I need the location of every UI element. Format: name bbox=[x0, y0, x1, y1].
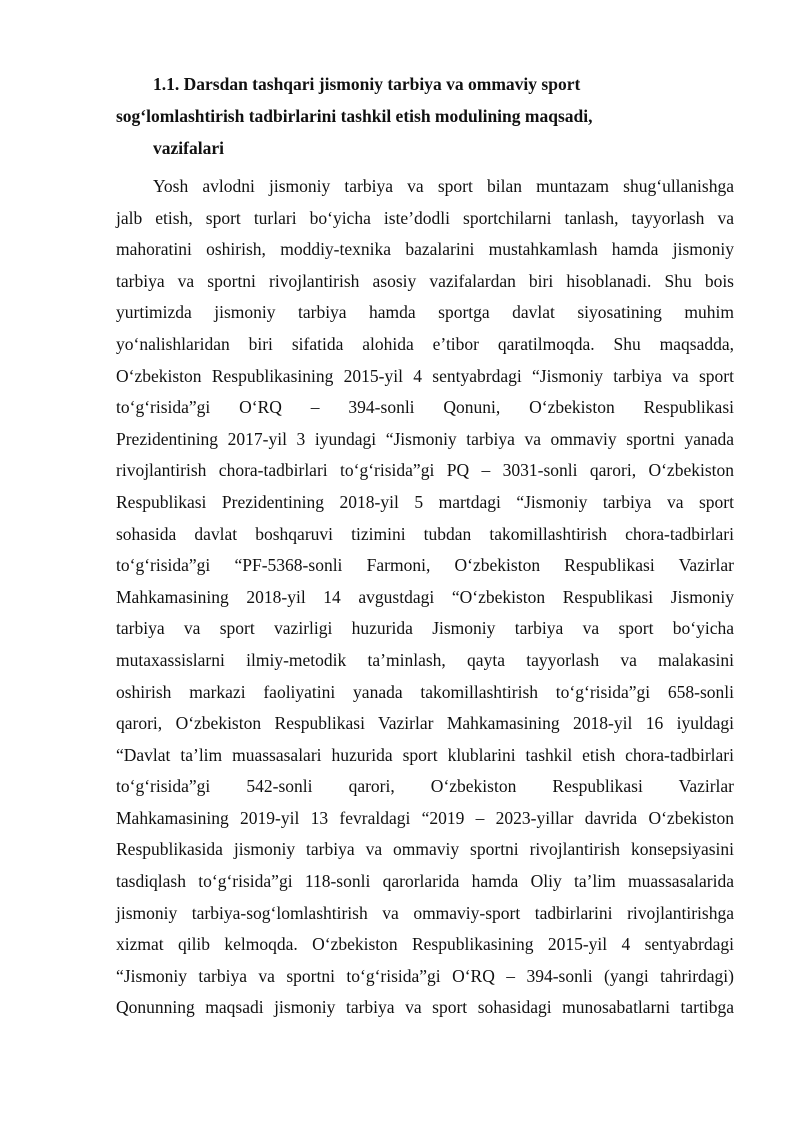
paragraph-line: tarbiya va sportni rivojlantirish asosiy vazifalardan biri hisoblanadi. Shu bois bbox=[116, 270, 734, 291]
paragraph-line: “Jismoniy tarbiya va sportni to‘g‘risida”gi O‘RQ – 394-sonli (yangi tahrirdagi) bbox=[116, 965, 734, 986]
paragraph-line: Respublikasida jismoniy tarbiya va ommaviy sportni rivojlantirish konsepsiyasini bbox=[116, 839, 734, 860]
paragraph-line: mahoratini oshirish, moddiy-texnika bazalarini mustahkamlash hamda jismoniy bbox=[116, 239, 734, 260]
paragraph-line: Qonunning maqsadi jismoniy tarbiya va sport sohasidagi munosabatlarni tartibga bbox=[116, 997, 734, 1018]
heading-line: sog‘lomlashtirish tadbirlarini tashkil etish modulining maqsadi, bbox=[116, 106, 593, 126]
paragraph-line: Yosh avlodni jismoniy tarbiya va sport bilan muntazam shug‘ullanishga bbox=[153, 176, 734, 196]
paragraph-line: sohasida davlat boshqaruvi tizimini tubdan takomillashtirish chora-tadbirlari bbox=[116, 523, 734, 544]
paragraph-line: Mahkamasining 2019-yil 13 fevraldagi “2019 – 2023-yillar davrida O‘zbekiston bbox=[116, 807, 734, 828]
paragraph-line: “Davlat ta’lim muassasalari huzurida sport klublarini tashkil etish chora-tadbirlari bbox=[116, 744, 734, 765]
paragraph-line: to‘g‘risida”gi 542-sonli qarori, O‘zbekiston Respublikasi Vazirlar bbox=[116, 776, 734, 797]
paragraph-line: mutaxassislarni ilmiy-metodik ta’minlash, qayta tayyorlash va malakasini bbox=[116, 649, 734, 670]
paragraph-line: Mahkamasining 2018-yil 14 avgustdagi “O‘zbekiston Respublikasi Jismoniy bbox=[116, 586, 734, 607]
section-heading bbox=[116, 68, 736, 164]
paragraph-line: rivojlantirish chora-tadbirlari to‘g‘risida”gi PQ – 3031-sonli qarori, O‘zbekiston bbox=[116, 460, 734, 481]
paragraph-line: yo‘nalishlaridan biri sifatida alohida e’tibor qaratilmoqda. Shu maqsadda, bbox=[116, 333, 734, 354]
paragraph-line: to‘g‘risida”gi “PF-5368-sonli Farmoni, O‘zbekiston Respublikasi Vazirlar bbox=[116, 555, 734, 576]
paragraph-line: qarori, O‘zbekiston Respublikasi Vazirlar Mahkamasining 2018-yil 16 iyuldagi bbox=[116, 713, 734, 734]
paragraph-line: to‘g‘risida”gi O‘RQ – 394-sonli Qonuni, O‘zbekiston Respublikasi bbox=[116, 397, 734, 418]
paragraph-line: Prezidentining 2017-yil 3 iyundagi “Jismoniy tarbiya va ommaviy sportni yanada bbox=[116, 428, 734, 449]
paragraph-line: jismoniy tarbiya-sog‘lomlashtirish va ommaviy-sport tadbirlarini rivojlantirishga bbox=[116, 902, 734, 923]
paragraph-line: O‘zbekiston Respublikasining 2015-yil 4 sentyabrdagi “Jismoniy tarbiya va sport bbox=[116, 365, 734, 386]
paragraph-line: yurtimizda jismoniy tarbiya hamda sportga davlat siyosatining muhim bbox=[116, 302, 734, 323]
paragraph-line: xizmat qilib kelmoqda. O‘zbekiston Respublikasining 2015-yil 4 sentyabrdagi bbox=[116, 934, 734, 955]
heading-line: 1.1. Darsdan tashqari jismoniy tarbiya va ommaviy sport bbox=[153, 74, 581, 94]
paragraph-line: jalb etish, sport turlari bo‘yicha iste’dodli sportchilarni tanlash, tayyorlash va bbox=[116, 207, 734, 228]
heading-line: vazifalari bbox=[153, 138, 224, 158]
paragraph-line: tarbiya va sport vazirligi huzurida Jismoniy tarbiya va sport bo‘yicha bbox=[116, 618, 734, 639]
body-paragraph bbox=[116, 171, 734, 1024]
paragraph-line: Respublikasi Prezidentining 2018-yil 5 martdagi “Jismoniy tarbiya va sport bbox=[116, 491, 734, 512]
paragraph-line: oshirish markazi faoliyatini yanada takomillashtirish to‘g‘risida”gi 658-sonli bbox=[116, 681, 734, 702]
paragraph-line: tasdiqlash to‘g‘risida”gi 118-sonli qarorlarida hamda Oliy ta’lim muassasalarida bbox=[116, 871, 734, 892]
